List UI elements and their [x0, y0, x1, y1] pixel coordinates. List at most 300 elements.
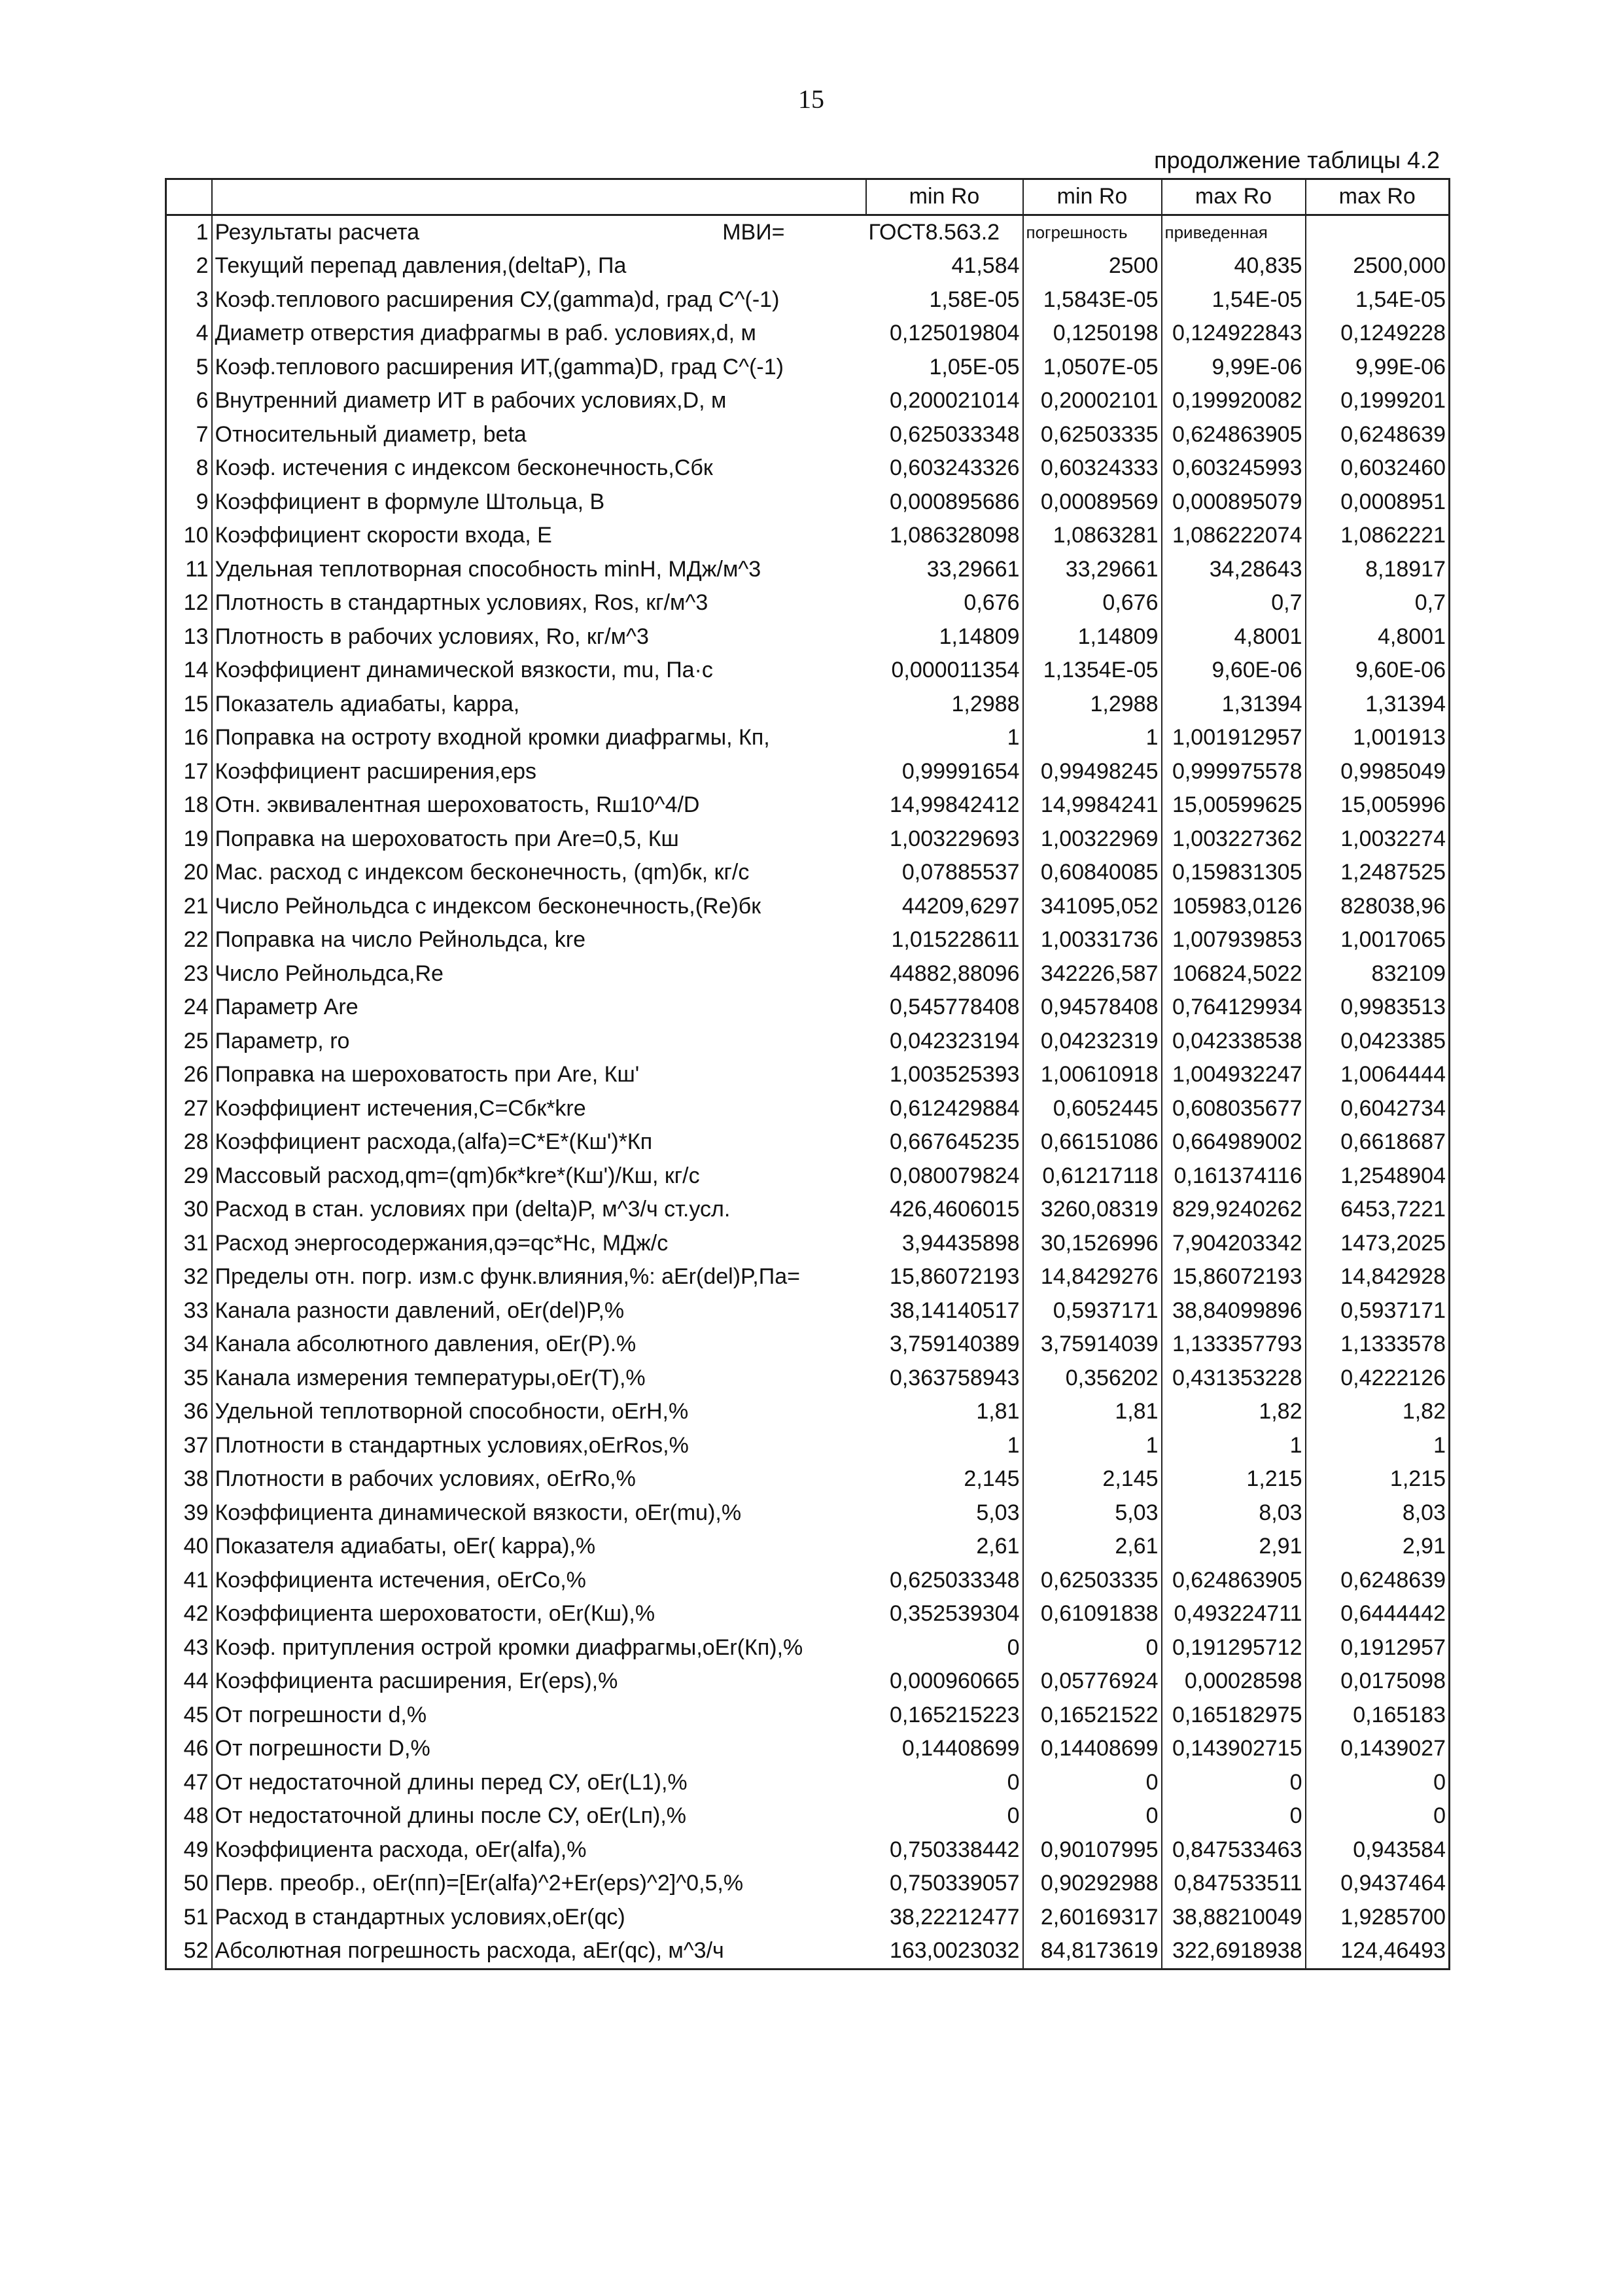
row-number: 21 — [166, 890, 212, 924]
row-label: Текущий перепад давления,(deltaP), Па — [212, 249, 866, 283]
table-row — [166, 1564, 1450, 1598]
row-label: Коэффициент расхода,(alfa)=С*Е*(Кш')*Кп — [212, 1125, 866, 1159]
header-col-4: max Ro — [1306, 179, 1450, 215]
table-row — [166, 1462, 1450, 1496]
row-value-1: 14,99842412 — [866, 788, 1023, 822]
row-label: Расход в стан. условиях при (delta)P, м^3/ч ст.усл. — [212, 1193, 866, 1227]
row-value-2: 3,75914039 — [1023, 1328, 1162, 1362]
table-row — [166, 1833, 1450, 1867]
header-blank-name — [212, 179, 866, 215]
table-row — [166, 1665, 1450, 1699]
row-label: Показателя адиабаты, oEr( kappa),% — [212, 1530, 866, 1564]
row-label — [212, 215, 866, 249]
row-value-4: 1473,2025 — [1306, 1227, 1450, 1261]
table-row — [166, 1395, 1450, 1429]
table-row — [166, 1934, 1450, 1969]
row-value-3: 0,000895079 — [1162, 486, 1306, 520]
row-label: Параметр, ro — [212, 1025, 866, 1059]
table-row — [166, 1799, 1450, 1833]
row-value-2: 2,61 — [1023, 1530, 1162, 1564]
row-value-2: 341095,052 — [1023, 890, 1162, 924]
row-value-1: 41,584 — [866, 249, 1023, 283]
row-number: 52 — [166, 1934, 212, 1969]
row-value-3: 9,60E-06 — [1162, 654, 1306, 688]
row-value-1: 1,003525393 — [866, 1058, 1023, 1092]
row-number: 20 — [166, 856, 212, 890]
row-value-2: 0,94578408 — [1023, 991, 1162, 1025]
row-value-1: 38,22212477 — [866, 1901, 1023, 1935]
row-number: 34 — [166, 1328, 212, 1362]
row-number: 46 — [166, 1732, 212, 1766]
row-value-1: 0,000011354 — [866, 654, 1023, 688]
row-value-4: 0,6618687 — [1306, 1125, 1450, 1159]
row-value-2: 0,62503335 — [1023, 418, 1162, 452]
table-row — [166, 1901, 1450, 1935]
row-value-2: 0,62503335 — [1023, 1564, 1162, 1598]
row-value-1: 1,05E-05 — [866, 351, 1023, 385]
row-value-1: 1,003229693 — [866, 822, 1023, 857]
row-value-3: 0,999975578 — [1162, 755, 1306, 789]
row-value-2: 0,61217118 — [1023, 1159, 1162, 1193]
header-col-3: max Ro — [1162, 179, 1306, 215]
row-value-4: 15,005996 — [1306, 788, 1450, 822]
row-label: Канала абсолютного давления, oEr(P).% — [212, 1328, 866, 1362]
row-value-2: 30,1526996 — [1023, 1227, 1162, 1261]
row-value-4: 1,9285700 — [1306, 1901, 1450, 1935]
row-number: 25 — [166, 1025, 212, 1059]
row-value-3: 0,493224711 — [1162, 1597, 1306, 1631]
row-value-3: 0,608035677 — [1162, 1092, 1306, 1126]
row-value-2: 0,14408699 — [1023, 1732, 1162, 1766]
row-value-3: 15,86072193 — [1162, 1260, 1306, 1294]
row-value-1: 0 — [866, 1631, 1023, 1665]
row-value-4: 2500,000 — [1306, 249, 1450, 283]
row-value-4: 0 — [1306, 1766, 1450, 1800]
row-number: 37 — [166, 1429, 212, 1463]
row-value-4: 1,2548904 — [1306, 1159, 1450, 1193]
row-value-4: 1,0032274 — [1306, 822, 1450, 857]
row-number: 6 — [166, 384, 212, 418]
results-title: Результаты расчета — [215, 219, 420, 245]
row-label: Число Рейнольдса,Re — [212, 957, 866, 991]
row-value-1: 5,03 — [866, 1496, 1023, 1530]
row-value-1: 3,759140389 — [866, 1328, 1023, 1362]
row-number: 47 — [166, 1766, 212, 1800]
row-value-3: 1 — [1162, 1429, 1306, 1463]
row-number: 35 — [166, 1362, 212, 1396]
row-number: 51 — [166, 1901, 212, 1935]
row-value-1: 3,94435898 — [866, 1227, 1023, 1261]
row-value-2: 2,145 — [1023, 1462, 1162, 1496]
row-value-2: 0,60324333 — [1023, 451, 1162, 486]
row-value-2: 1,00322969 — [1023, 822, 1162, 857]
row-number: 39 — [166, 1496, 212, 1530]
row-label: Коэф.теплового расширения ИТ,(gamma)D, град С^(-1) — [212, 351, 866, 385]
row-value-3: 38,88210049 — [1162, 1901, 1306, 1935]
table-row — [166, 1260, 1450, 1294]
row-number: 28 — [166, 1125, 212, 1159]
row-value-1: 0,750339057 — [866, 1867, 1023, 1901]
row-number: 10 — [166, 519, 212, 553]
table-row — [166, 283, 1450, 317]
row-number: 1 — [166, 215, 212, 249]
row-value-1: 0,07885537 — [866, 856, 1023, 890]
row-value-3: 1,133357793 — [1162, 1328, 1306, 1362]
table-row — [166, 1597, 1450, 1631]
row-value-3: 106824,5022 — [1162, 957, 1306, 991]
row-number: 49 — [166, 1833, 212, 1867]
table-row — [166, 1227, 1450, 1261]
row-number: 18 — [166, 788, 212, 822]
row-value-1: 0,612429884 — [866, 1092, 1023, 1126]
row-number: 43 — [166, 1631, 212, 1665]
row-value-2: 84,8173619 — [1023, 1934, 1162, 1969]
row-value-3: 0,7 — [1162, 586, 1306, 620]
row-value-3: 1,31394 — [1162, 688, 1306, 722]
row-value-3: 1,086222074 — [1162, 519, 1306, 553]
row-value-4: 0,4222126 — [1306, 1362, 1450, 1396]
row-value-1: 0,667645235 — [866, 1125, 1023, 1159]
row-value-4: 4,8001 — [1306, 620, 1450, 654]
row-number: 40 — [166, 1530, 212, 1564]
row-value-2: 0,60840085 — [1023, 856, 1162, 890]
row-number: 22 — [166, 923, 212, 957]
row-label: Коэффициента истечения, oErCo,% — [212, 1564, 866, 1598]
row-number: 7 — [166, 418, 212, 452]
row-value-3: 1,003227362 — [1162, 822, 1306, 857]
table-row — [166, 384, 1450, 418]
row-number: 26 — [166, 1058, 212, 1092]
header-col-2: min Ro — [1023, 179, 1162, 215]
row-number: 29 — [166, 1159, 212, 1193]
row-value-3: 0 — [1162, 1766, 1306, 1800]
row-value-4: 0,7 — [1306, 586, 1450, 620]
results-table — [165, 178, 1450, 1970]
row-value-3: 105983,0126 — [1162, 890, 1306, 924]
row-value-1: 1 — [866, 1429, 1023, 1463]
row-value-1: 0,363758943 — [866, 1362, 1023, 1396]
row-value-4: 0,1439027 — [1306, 1732, 1450, 1766]
row-value-2: 0 — [1023, 1631, 1162, 1665]
row-value-3: 322,6918938 — [1162, 1934, 1306, 1969]
row-value-3: 0,191295712 — [1162, 1631, 1306, 1665]
row-value-3: 4,8001 — [1162, 620, 1306, 654]
row-value-1: 0,625033348 — [866, 418, 1023, 452]
row-number: 32 — [166, 1260, 212, 1294]
row-number: 3 — [166, 283, 212, 317]
row-value-3: 1,54E-05 — [1162, 283, 1306, 317]
row-value-1: 0,603243326 — [866, 451, 1023, 486]
row-value-2: 0,99498245 — [1023, 755, 1162, 789]
row-number: 13 — [166, 620, 212, 654]
row-number: 17 — [166, 755, 212, 789]
row-value-1: 33,29661 — [866, 553, 1023, 587]
row-number: 41 — [166, 1564, 212, 1598]
page-number: 15 — [798, 84, 824, 114]
table-row — [166, 553, 1450, 587]
row-number: 48 — [166, 1799, 212, 1833]
row-number: 5 — [166, 351, 212, 385]
table-row — [166, 654, 1450, 688]
row-label: От погрешности D,% — [212, 1732, 866, 1766]
row-value-3: 0,603245993 — [1162, 451, 1306, 486]
row-value-3: 0,664989002 — [1162, 1125, 1306, 1159]
row-label: Перв. преобр., oEr(пп)=[Er(alfa)^2+Er(eps)^2]^0,5,% — [212, 1867, 866, 1901]
table-row — [166, 1867, 1450, 1901]
row-value-3: 8,03 — [1162, 1496, 1306, 1530]
row-number: 12 — [166, 586, 212, 620]
row-value-1: 0,625033348 — [866, 1564, 1023, 1598]
table-row — [166, 822, 1450, 857]
row-number: 24 — [166, 991, 212, 1025]
row-value-3: 0,764129934 — [1162, 991, 1306, 1025]
table-row — [166, 991, 1450, 1025]
row-value-4: 828038,96 — [1306, 890, 1450, 924]
table-row — [166, 351, 1450, 385]
row-value-4: 0,165183 — [1306, 1699, 1450, 1733]
row-value-2: 14,8429276 — [1023, 1260, 1162, 1294]
row-number: 45 — [166, 1699, 212, 1733]
table-row — [166, 1530, 1450, 1564]
mvi-label: МВИ= — [722, 219, 785, 245]
row-value-2: 0,356202 — [1023, 1362, 1162, 1396]
row-label: Плотность в рабочих условиях, Ro, кг/м^3 — [212, 620, 866, 654]
row-value-2: 2500 — [1023, 249, 1162, 283]
row-value-4: 1,0862221 — [1306, 519, 1450, 553]
row-value-1: 1,58E-05 — [866, 283, 1023, 317]
row-value-4: 0,6444442 — [1306, 1597, 1450, 1631]
row-value-2: 1 — [1023, 721, 1162, 755]
row-value-1: 163,0023032 — [866, 1934, 1023, 1969]
row-number: 33 — [166, 1294, 212, 1328]
table-row — [166, 688, 1450, 722]
row-value-1: 0 — [866, 1766, 1023, 1800]
table-row — [166, 249, 1450, 283]
table-row — [166, 923, 1450, 957]
row-value-2: 1,00331736 — [1023, 923, 1162, 957]
row-value-2: 1,00610918 — [1023, 1058, 1162, 1092]
row-value-1: 0,080079824 — [866, 1159, 1023, 1193]
table-row — [166, 721, 1450, 755]
row-value-3: 34,28643 — [1162, 553, 1306, 587]
row-value-3: 15,00599625 — [1162, 788, 1306, 822]
table-row — [166, 620, 1450, 654]
row-value-3: 0,042338538 — [1162, 1025, 1306, 1059]
row-value-3: 2,91 — [1162, 1530, 1306, 1564]
table-row — [166, 1732, 1450, 1766]
table-row — [166, 1294, 1450, 1328]
row-label: Показатель адиабаты, kappa, — [212, 688, 866, 722]
row-value-3: 0,624863905 — [1162, 418, 1306, 452]
row-label: Коэф. истечения с индексом бесконечность,Сбк — [212, 451, 866, 486]
table-row — [166, 1025, 1450, 1059]
row-value-2: 3260,08319 — [1023, 1193, 1162, 1227]
row-label: Коэффициент истечения,С=Сбк*kre — [212, 1092, 866, 1126]
row-label: Плотности в стандартных условиях,oErRos,% — [212, 1429, 866, 1463]
row-number: 14 — [166, 654, 212, 688]
row-value-2: 33,29661 — [1023, 553, 1162, 587]
row-value-2: 5,03 — [1023, 1496, 1162, 1530]
row-label: Канала разности давлений, oEr(del)P,% — [212, 1294, 866, 1328]
row-label: Коэффициента динамической вязкости, oEr(mu),% — [212, 1496, 866, 1530]
row-label: Поправка на число Рейнольдса, kre — [212, 923, 866, 957]
row-value-4: 1,54E-05 — [1306, 283, 1450, 317]
row-value-2: 342226,587 — [1023, 957, 1162, 991]
row-value-4: 124,46493 — [1306, 1934, 1450, 1969]
table-row — [166, 1362, 1450, 1396]
row-value-1: 0 — [866, 1799, 1023, 1833]
table-row — [166, 1092, 1450, 1126]
row-value-4: 6453,7221 — [1306, 1193, 1450, 1227]
row-value-4: 2,91 — [1306, 1530, 1450, 1564]
table-row — [166, 890, 1450, 924]
row-value-3: 7,904203342 — [1162, 1227, 1306, 1261]
row-value-4: 1,2487525 — [1306, 856, 1450, 890]
row-value-3: 0,199920082 — [1162, 384, 1306, 418]
row-value-2: 0,1250198 — [1023, 317, 1162, 351]
row-number: 38 — [166, 1462, 212, 1496]
row-value-2: 0,00089569 — [1023, 486, 1162, 520]
row-value-1: 44882,88096 — [866, 957, 1023, 991]
row-label: Массовый расход,qm=(qm)бк*kre*(Кш')/Кш, кг/с — [212, 1159, 866, 1193]
row-value-4: 0,9437464 — [1306, 1867, 1450, 1901]
table-row — [166, 1429, 1450, 1463]
row-value-1: 1,81 — [866, 1395, 1023, 1429]
row-label: Поправка на шероховатость при Are, Кш' — [212, 1058, 866, 1092]
table-row — [166, 856, 1450, 890]
row-value-2: 0 — [1023, 1799, 1162, 1833]
row-number: 44 — [166, 1665, 212, 1699]
table-row — [166, 586, 1450, 620]
row-label: Коэффициент расширения,eps — [212, 755, 866, 789]
row-value-2: 1,81 — [1023, 1395, 1162, 1429]
col-label-reduced: приведенная — [1162, 215, 1306, 249]
row-value-4: 0,0175098 — [1306, 1665, 1450, 1699]
row-label: Пределы отн. погр. изм.с функ.влияния,%: aEr(del)P,Па= — [212, 1260, 866, 1294]
row-number: 23 — [166, 957, 212, 991]
row-value-4: 0,943584 — [1306, 1833, 1450, 1867]
row-value-3: 38,84099896 — [1162, 1294, 1306, 1328]
row-value-3: 0,165182975 — [1162, 1699, 1306, 1733]
row-value-2: 1,0507E-05 — [1023, 351, 1162, 385]
table-row — [166, 1766, 1450, 1800]
row-label: Отн. эквивалентная шероховатость, Rш10^4/D — [212, 788, 866, 822]
table-row — [166, 957, 1450, 991]
empty-cell — [1306, 215, 1450, 249]
row-value-4: 1 — [1306, 1429, 1450, 1463]
row-label: Коэф.теплового расширения СУ,(gamma)d, град С^(-1) — [212, 283, 866, 317]
row-label: Поправка на шероховатость при Are=0,5, Кш — [212, 822, 866, 857]
table-row — [166, 317, 1450, 351]
table-row — [166, 1328, 1450, 1362]
row-value-1: 0,545778408 — [866, 991, 1023, 1025]
table-row — [166, 1699, 1450, 1733]
row-value-3: 829,9240262 — [1162, 1193, 1306, 1227]
row-label: Внутренний диаметр ИТ в рабочих условиях,D, м — [212, 384, 866, 418]
row-number: 4 — [166, 317, 212, 351]
row-value-1: 0,042323194 — [866, 1025, 1023, 1059]
table-row — [166, 1159, 1450, 1193]
row-value-2: 2,60169317 — [1023, 1901, 1162, 1935]
row-label: Параметр Are — [212, 991, 866, 1025]
row-value-3: 0,124922843 — [1162, 317, 1306, 351]
row-number: 8 — [166, 451, 212, 486]
row-value-4: 0,1999201 — [1306, 384, 1450, 418]
row-value-2: 0,05776924 — [1023, 1665, 1162, 1699]
row-value-3: 0 — [1162, 1799, 1306, 1833]
col-label-error: погрешность — [1023, 215, 1162, 249]
row-value-1: 2,61 — [866, 1530, 1023, 1564]
row-value-1: 0,000895686 — [866, 486, 1023, 520]
row-value-3: 1,001912957 — [1162, 721, 1306, 755]
row-label: Коэффициент скорости входа, Е — [212, 519, 866, 553]
row-value-1: 426,4606015 — [866, 1193, 1023, 1227]
row-value-4: 0,1912957 — [1306, 1631, 1450, 1665]
row-value-2: 1,1354E-05 — [1023, 654, 1162, 688]
header-blank-no — [166, 179, 212, 215]
row-value-3: 1,004932247 — [1162, 1058, 1306, 1092]
row-value-2: 1,14809 — [1023, 620, 1162, 654]
row-number: 11 — [166, 553, 212, 587]
row-value-1: 38,14140517 — [866, 1294, 1023, 1328]
row-label: Коэффициента шероховатости, oEr(Кш),% — [212, 1597, 866, 1631]
row-value-4: 0,6032460 — [1306, 451, 1450, 486]
row-value-4: 8,03 — [1306, 1496, 1450, 1530]
row-value-4: 1,1333578 — [1306, 1328, 1450, 1362]
row-value-3: 0,159831305 — [1162, 856, 1306, 890]
row-label: От погрешности d,% — [212, 1699, 866, 1733]
row-label: Коэффициент динамической вязкости, mu, Па·с — [212, 654, 866, 688]
row-value-4: 14,842928 — [1306, 1260, 1450, 1294]
row-label: Коэффициента расхода, oEr(alfa),% — [212, 1833, 866, 1867]
row-value-2: 14,9984241 — [1023, 788, 1162, 822]
row-value-1: 0,750338442 — [866, 1833, 1023, 1867]
row-value-4: 9,60E-06 — [1306, 654, 1450, 688]
header-col-1: min Ro — [866, 179, 1023, 215]
row-value-1: 1,14809 — [866, 620, 1023, 654]
row-number: 50 — [166, 1867, 212, 1901]
row-value-3: 0,431353228 — [1162, 1362, 1306, 1396]
row-label: Плотности в рабочих условиях, oErRo,% — [212, 1462, 866, 1496]
row-value-1: 0,000960665 — [866, 1665, 1023, 1699]
row-value-1: 0,352539304 — [866, 1597, 1023, 1631]
row-value-3: 0,161374116 — [1162, 1159, 1306, 1193]
row-label: Коэф. притупления острой кромки диафрагмы,oEr(Кп),% — [212, 1631, 866, 1665]
row-value-3: 1,82 — [1162, 1395, 1306, 1429]
table-row — [166, 519, 1450, 553]
row-value-4: 832109 — [1306, 957, 1450, 991]
row-value-4: 0,6248639 — [1306, 418, 1450, 452]
row-value-3: 9,99E-06 — [1162, 351, 1306, 385]
row-value-4: 8,18917 — [1306, 553, 1450, 587]
row-value-1: 0,165215223 — [866, 1699, 1023, 1733]
row-label: Канала измерения температуры,oEr(T),% — [212, 1362, 866, 1396]
standard-value: ГОСТ8.563.2 — [866, 215, 1023, 249]
row-value-3: 0,847533511 — [1162, 1867, 1306, 1901]
row-number: 36 — [166, 1395, 212, 1429]
row-label: Число Рейнольдса с индексом бесконечность,(Re)бк — [212, 890, 866, 924]
row-value-3: 40,835 — [1162, 249, 1306, 283]
row-value-4: 9,99E-06 — [1306, 351, 1450, 385]
table-row — [166, 215, 1450, 249]
row-value-3: 1,007939853 — [1162, 923, 1306, 957]
table-row — [166, 755, 1450, 789]
row-value-2: 0 — [1023, 1766, 1162, 1800]
row-value-2: 1 — [1023, 1429, 1162, 1463]
row-value-3: 0,143902715 — [1162, 1732, 1306, 1766]
row-number: 15 — [166, 688, 212, 722]
row-label: Удельная теплотворная способность minH, МДж/м^3 — [212, 553, 866, 587]
